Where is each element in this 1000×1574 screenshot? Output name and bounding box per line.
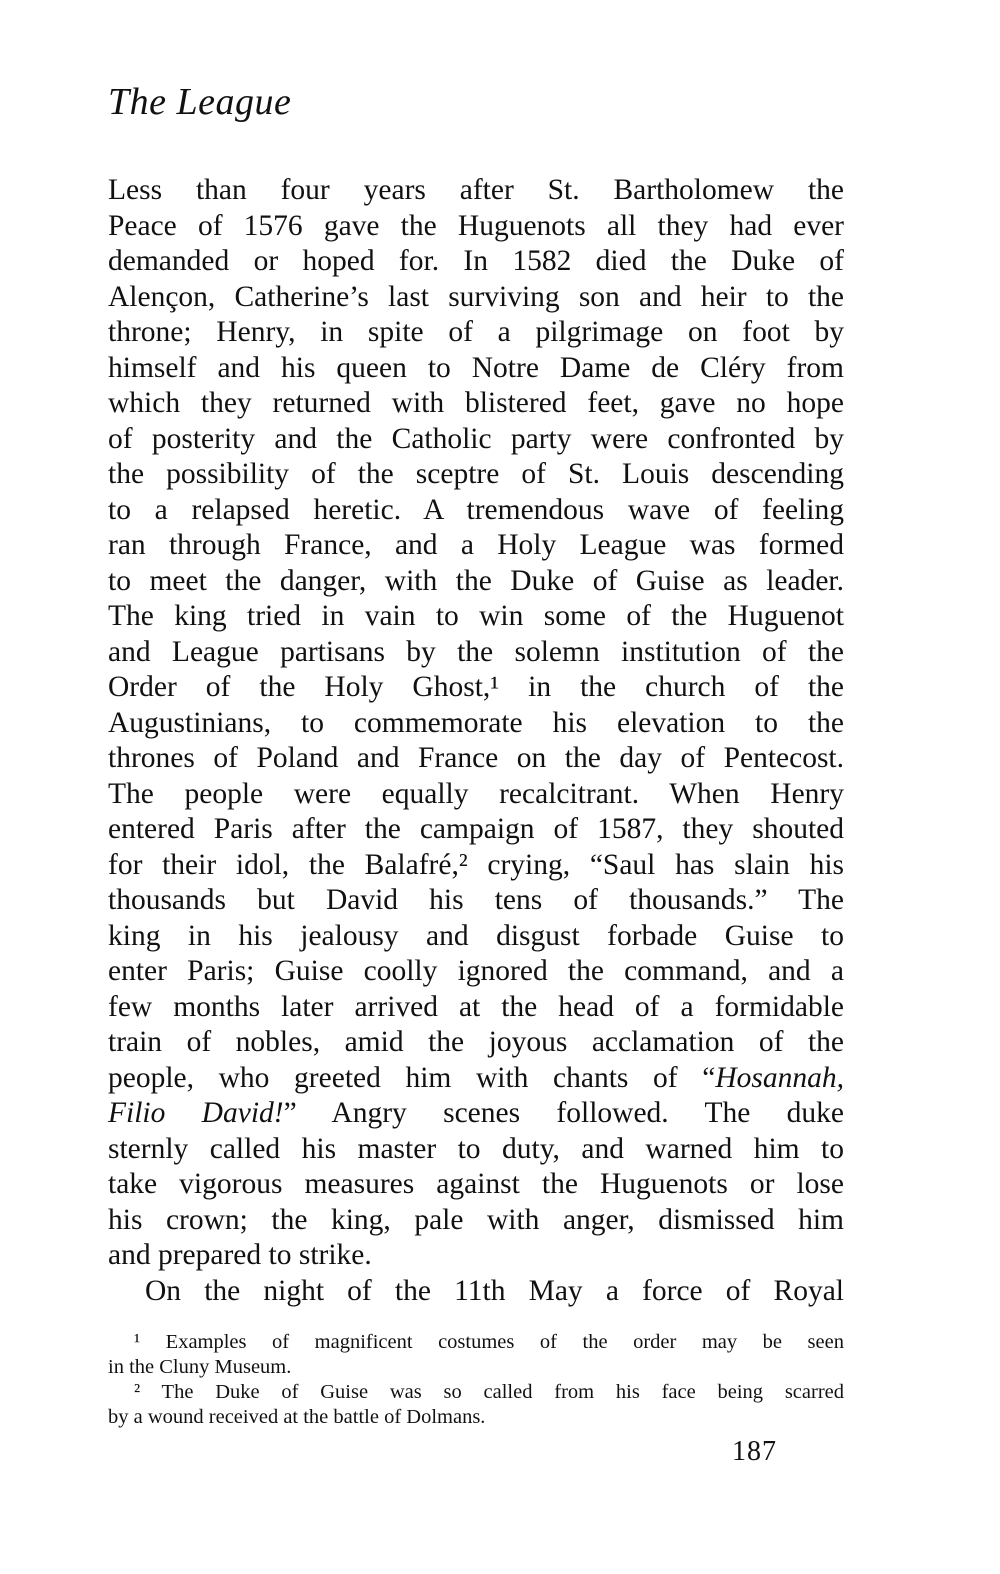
text-line: Augustinians, to commemorate his elevation to the bbox=[108, 706, 844, 739]
text-line bbox=[108, 1096, 844, 1132]
footnote-1-continued: in the Cluny Museum. bbox=[108, 1356, 292, 1378]
italic-phrase: Hosannah, bbox=[715, 1061, 844, 1094]
text-line: and prepared to strike. bbox=[108, 1239, 372, 1271]
text-line: entered Paris after the campaign of 1587, they shouted bbox=[108, 813, 844, 845]
text-line: thousands but David his tens of thousands.” The bbox=[108, 884, 844, 916]
paragraph-first-line: On the night of the 11th May a force of Royal bbox=[145, 1274, 844, 1307]
text-line: to a relapsed heretic. A tremendous wave of feeling bbox=[108, 493, 844, 526]
text-line: to meet the danger, with the Duke of Guise as leader. bbox=[108, 564, 844, 597]
text-line: for their idol, the Balafré,² crying, “Saul has slain his bbox=[108, 848, 844, 881]
body-text bbox=[108, 173, 844, 1309]
text-line: few months later arrived at the head of a formidable bbox=[108, 990, 844, 1023]
text-line: throne; Henry, in spite of a pilgrimage on foot by bbox=[108, 316, 844, 348]
text-line: his crown; the king, pale with anger, dismissed him bbox=[108, 1203, 844, 1236]
footnote-2-continued: by a wound received at the battle of Dolmans. bbox=[108, 1406, 486, 1428]
text-line: and League partisans by the solemn institution of the bbox=[108, 635, 844, 668]
text-line: enter Paris; Guise coolly ignored the command, and a bbox=[108, 955, 844, 987]
text-run: people, who greeted him with chants of “ bbox=[108, 1061, 716, 1094]
text-line: The king tried in vain to win some of the Huguenot bbox=[108, 600, 844, 632]
text-line: demanded or hoped for. In 1582 died the Duke of bbox=[108, 245, 844, 277]
text-line: Alençon, Catherine’s last surviving son and heir to the bbox=[108, 280, 844, 313]
page-number: 187 bbox=[732, 1436, 777, 1467]
italic-phrase: Filio David! bbox=[108, 1097, 284, 1129]
text-line: of posterity and the Catholic party were confronted by bbox=[108, 422, 844, 455]
text-line: Peace of 1576 gave the Huguenots all they had ever bbox=[108, 209, 844, 242]
text-line: thrones of Poland and France on the day of Pentecost. bbox=[108, 742, 844, 774]
footnotes bbox=[108, 1330, 844, 1430]
text-line: The people were equally recalcitrant. When Henry bbox=[108, 777, 844, 810]
text-line: himself and his queen to Notre Dame de Cléry from bbox=[108, 351, 844, 384]
footnote-2: ² The Duke of Guise was so called from his face being scarred bbox=[134, 1381, 844, 1403]
running-title: The League bbox=[108, 81, 292, 123]
text-line bbox=[108, 1061, 844, 1097]
text-line: Order of the Holy Ghost,¹ in the church of the bbox=[108, 671, 844, 703]
text-line: which they returned with blistered feet, gave no hope bbox=[108, 387, 844, 419]
text-line: the possibility of the sceptre of St. Louis descending bbox=[108, 458, 844, 490]
text-line: sternly called his master to duty, and warned him to bbox=[108, 1132, 844, 1165]
text-line: king in his jealousy and disgust forbade Guise to bbox=[108, 919, 844, 952]
text-run: ” Angry scenes followed. The duke bbox=[283, 1097, 844, 1129]
text-line: take vigorous measures against the Huguenots or lose bbox=[108, 1168, 844, 1200]
text-line: ran through France, and a Holy League was formed bbox=[108, 529, 844, 561]
text-line: train of nobles, amid the joyous acclamation of the bbox=[108, 1026, 844, 1058]
footnote-1: ¹ Examples of magnificent costumes of the order may be seen bbox=[134, 1331, 844, 1353]
text-line: Less than four years after St. Bartholomew the bbox=[108, 174, 844, 206]
